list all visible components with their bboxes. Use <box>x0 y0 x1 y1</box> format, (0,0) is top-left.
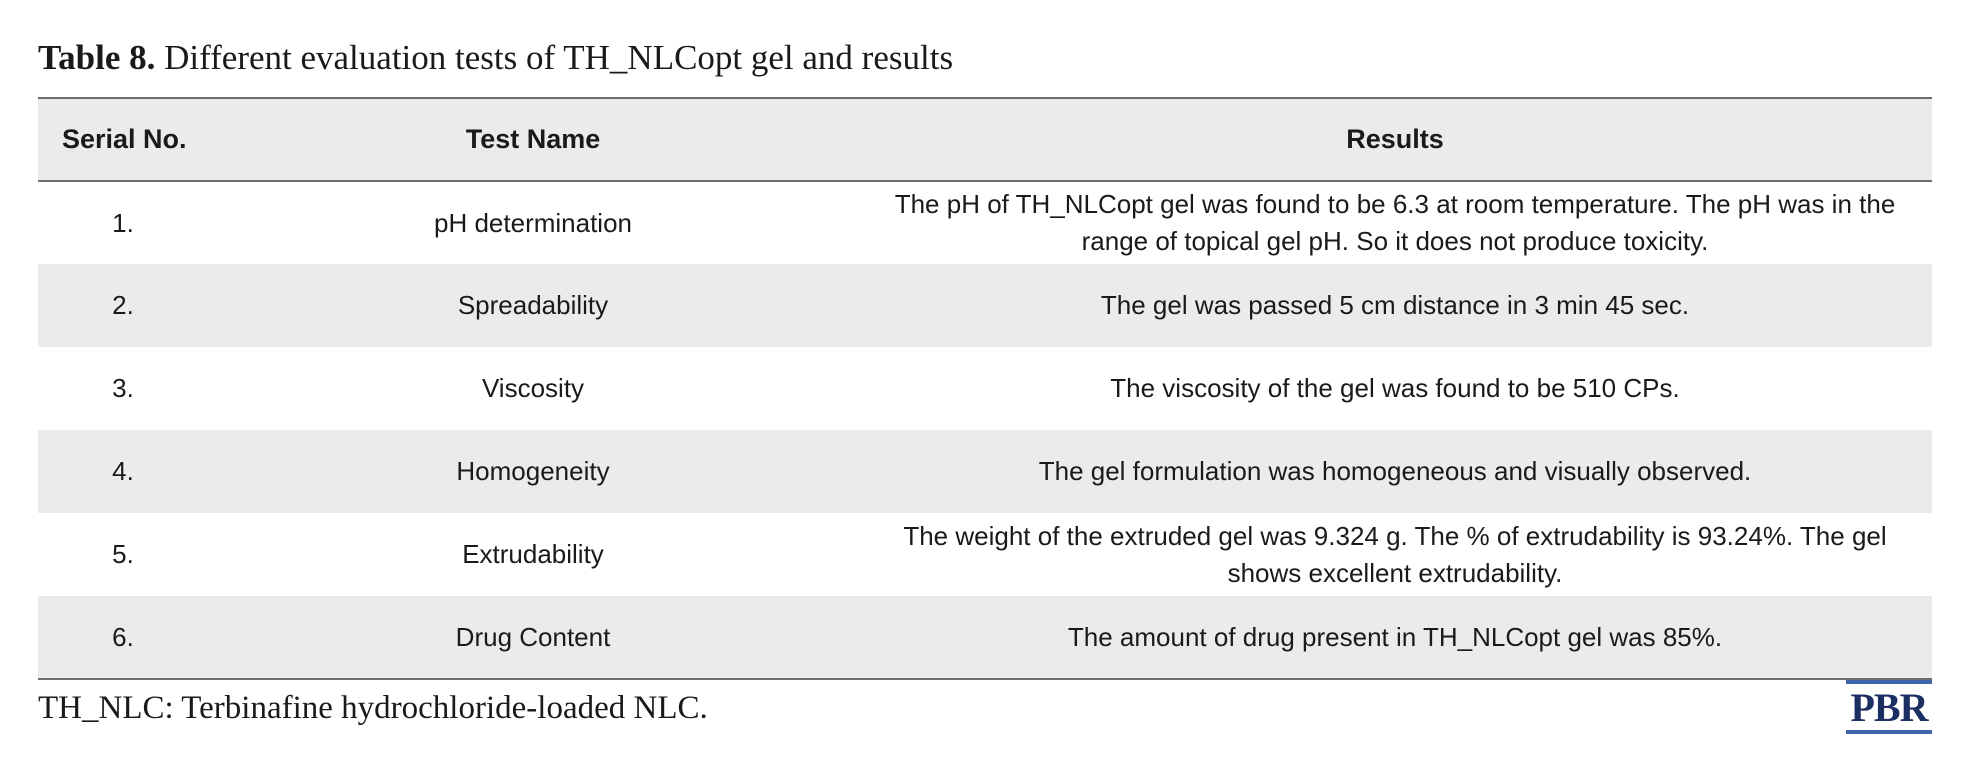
logo-text: PBR <box>1850 685 1928 730</box>
result-cell: The weight of the extruded gel was 9.324 g. The % of extrudability is 93.24%. The gel shows excellent extrudability. <box>903 520 1887 588</box>
table-row <box>38 513 1932 596</box>
table-row <box>38 596 1932 679</box>
table-row <box>38 430 1932 513</box>
logo-bottom-bar <box>1846 730 1932 734</box>
serial-cell: 3. <box>112 373 134 403</box>
result-cell: The pH of TH_NLCopt gel was found to be 6.3 at room temperature. The pH was in the range of topical gel pH. So it does not produce toxicity. <box>894 189 1896 256</box>
table-row <box>38 264 1932 347</box>
result-cell: The amount of drug present in TH_NLCopt gel was 85%. <box>1067 621 1723 652</box>
table-row <box>38 347 1932 430</box>
test-name-cell: Homogeneity <box>456 456 610 486</box>
header-test-name: Test Name <box>465 124 601 154</box>
table-header-row <box>38 98 1932 181</box>
journal-logo <box>1846 680 1932 734</box>
serial-cell: 1. <box>112 207 134 238</box>
test-name-cell: Spreadability <box>457 290 609 320</box>
serial-cell: 4. <box>112 456 134 486</box>
table-row <box>38 181 1932 264</box>
serial-cell: 5. <box>112 539 134 569</box>
test-name-cell: Extrudability <box>462 539 604 569</box>
table-footnote: TH_NLC: Terbinafine hydrochloride-loaded NLC. <box>38 690 708 726</box>
header-results: Results <box>1346 124 1444 154</box>
table-caption <box>38 36 953 80</box>
result-cell: The gel was passed 5 cm distance in 3 min 45 sec. <box>1100 290 1690 320</box>
result-cell: The gel formulation was homogeneous and visually observed. <box>1038 456 1752 486</box>
header-serial-no: Serial No. <box>62 124 187 154</box>
table-caption-label: Table 8. <box>38 38 156 77</box>
test-name-cell: Viscosity <box>481 373 585 403</box>
serial-cell: 6. <box>112 621 134 652</box>
test-name-cell: Drug Content <box>455 621 611 652</box>
evaluation-table <box>38 97 1932 680</box>
table-caption-text: Different evaluation tests of TH_NLCopt gel and results <box>155 38 954 77</box>
result-cell: The viscosity of the gel was found to be 510 CPs. <box>1110 373 1680 403</box>
serial-cell: 2. <box>112 290 134 320</box>
test-name-cell: pH determination <box>434 207 632 238</box>
logo-top-bar <box>1846 680 1932 684</box>
